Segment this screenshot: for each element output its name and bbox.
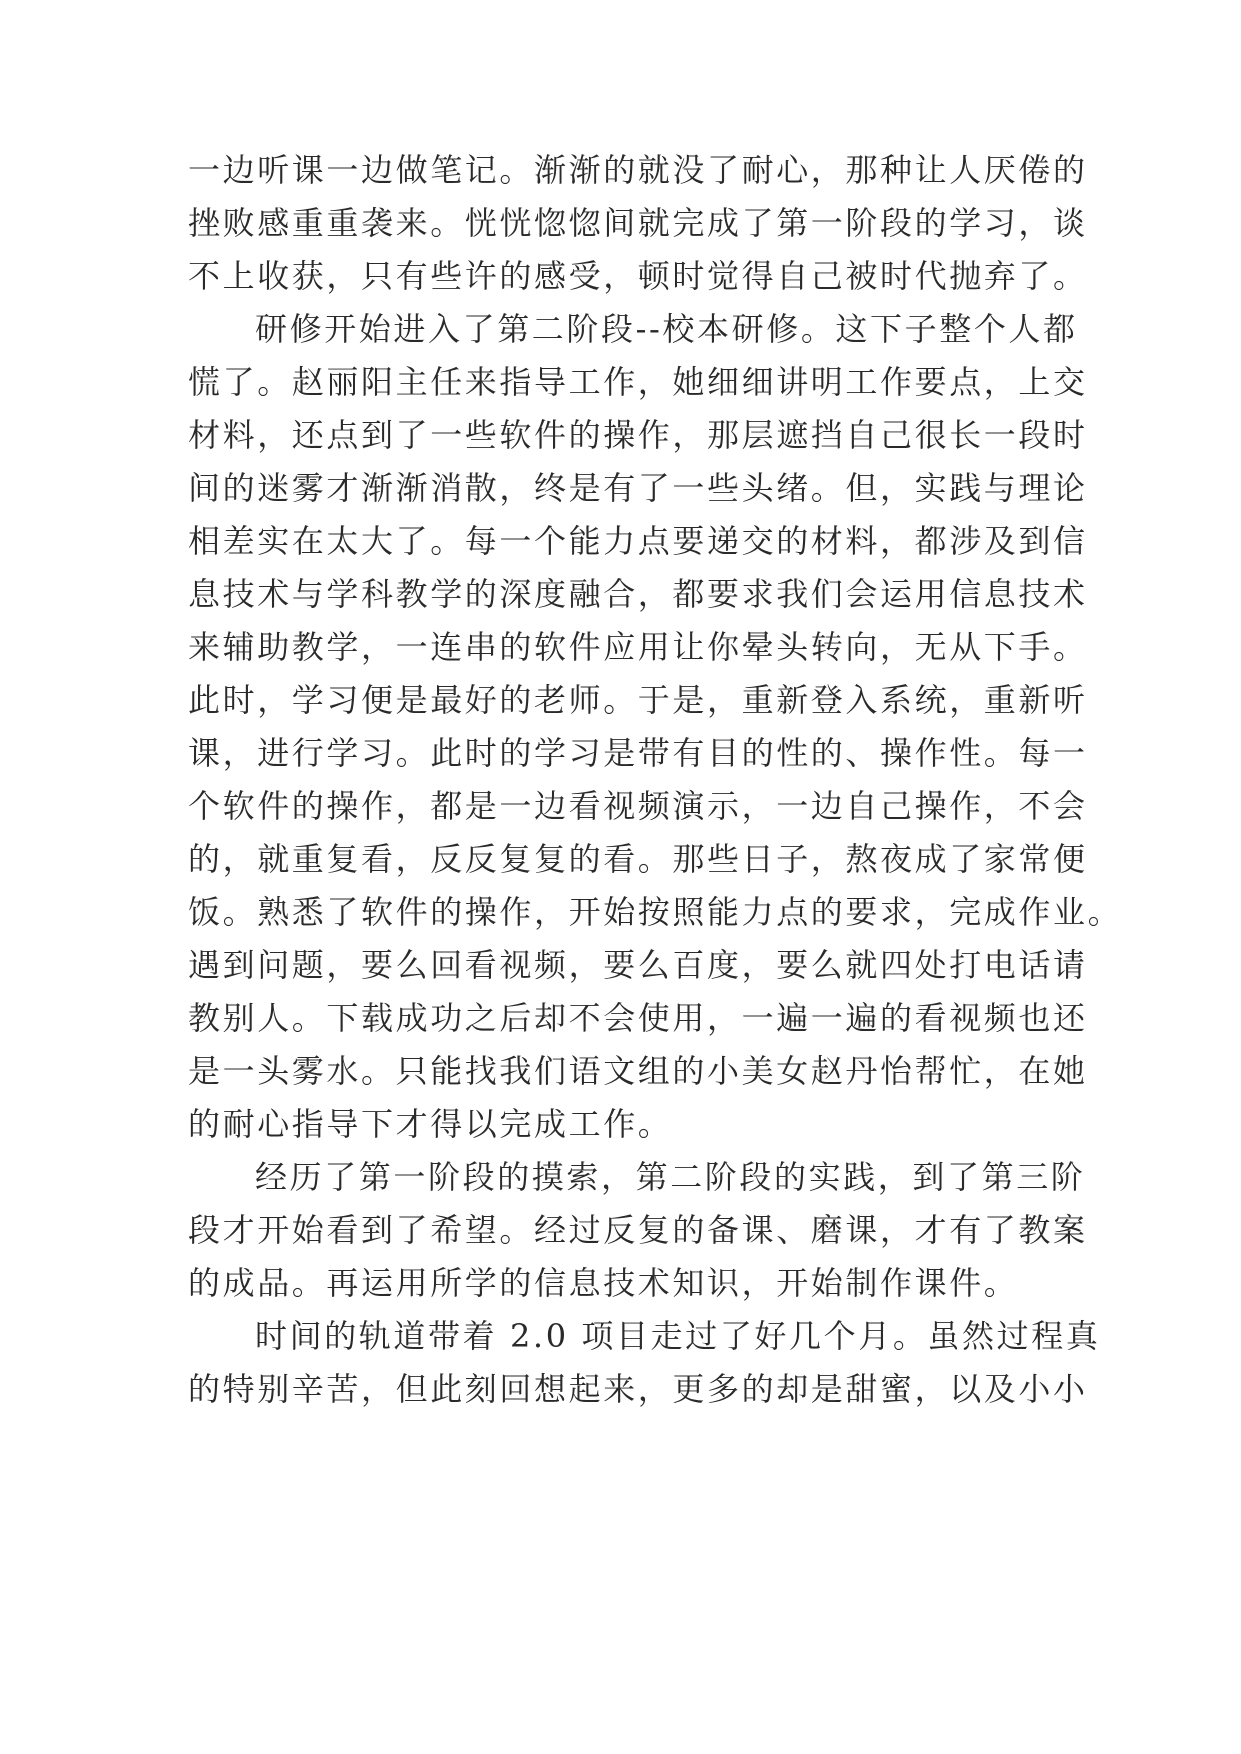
text-line: 的特别辛苦，但此刻回想起来，更多的却是甜蜜，以及小小 (188, 1370, 1088, 1408)
text-line: 课，进行学习。此时的学习是带有目的性的、操作性。每一 (188, 734, 1088, 772)
text-line: 相差实在太大了。每一个能力点要递交的材料，都涉及到信 (188, 522, 1088, 560)
text-line: 的成品。再运用所学的信息技术知识，开始制作课件。 (188, 1264, 1019, 1302)
text-line: 经历了第一阶段的摸索，第二阶段的实践，到了第三阶 (255, 1158, 1086, 1196)
text-line: 饭。熟悉了软件的操作，开始按照能力点的要求，完成作业。 (188, 893, 1123, 931)
text-line: 此时，学习便是最好的老师。于是，重新登入系统，重新听 (188, 681, 1088, 719)
text-line: 来辅助教学，一连串的软件应用让你晕头转向，无从下手。 (188, 628, 1088, 666)
text-line: 遇到问题，要么回看视频，要么百度，要么就四处打电话请 (188, 946, 1088, 984)
text-line: 慌了。赵丽阳主任来指导工作，她细细讲明工作要点，上交 (188, 363, 1088, 401)
text-line: 是一头雾水。只能找我们语文组的小美女赵丹怡帮忙，在她 (188, 1052, 1088, 1090)
text-line: 材料，还点到了一些软件的操作，那层遮挡自己很长一段时 (188, 416, 1088, 454)
text-line: 段才开始看到了希望。经过反复的备课、磨课，才有了教案 (188, 1211, 1088, 1249)
text-line: 研修开始进入了第二阶段--校本研修。这下子整个人都 (255, 310, 1078, 348)
text-line: 时间的轨道带着 2.0 项目走过了好几个月。虽然过程真 (255, 1317, 1101, 1355)
text-line: 教别人。下载成功之后却不会使用，一遍一遍的看视频也还 (188, 999, 1088, 1037)
text-line: 个软件的操作，都是一边看视频演示，一边自己操作，不会 (188, 787, 1088, 825)
text-line: 的，就重复看，反反复复的看。那些日子，熬夜成了家常便 (188, 840, 1088, 878)
text-line: 的耐心指导下才得以完成工作。 (188, 1105, 673, 1143)
text-line: 间的迷雾才渐渐消散，终是有了一些头绪。但，实践与理论 (188, 469, 1088, 507)
text-line: 一边听课一边做笔记。渐渐的就没了耐心，那种让人厌倦的 (188, 151, 1088, 189)
text-line: 息技术与学科教学的深度融合，都要求我们会运用信息技术 (188, 575, 1088, 613)
text-line: 不上收获，只有些许的感受，顿时觉得自己被时代抛弃了。 (188, 257, 1088, 295)
text-line: 挫败感重重袭来。恍恍惚惚间就完成了第一阶段的学习，谈 (188, 204, 1088, 242)
